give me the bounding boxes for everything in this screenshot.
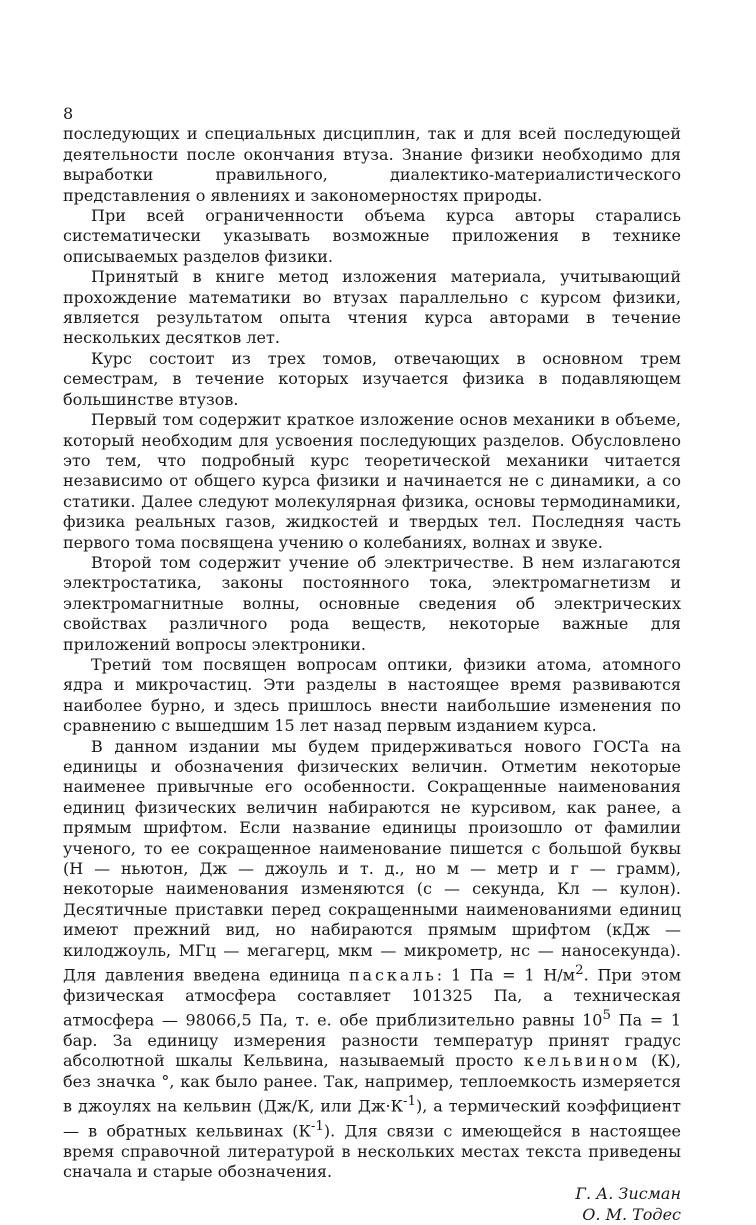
superscript-2: 2 xyxy=(575,963,584,979)
paragraph-6: Второй том содержит учение об электричестве. В нем излагаются электростатика, законы постоянного тока, электромагнетизм и электромагнитные волны, основные сведения об электрических свойствах различного рода веществ, некоторые важные для приложений вопросы электроники. xyxy=(63,552,681,654)
units-text-d: Па = 1 бар. За единицу измерения разности температур принят градус абсолютной шкалы Кельвина, называемый просто xyxy=(63,1010,681,1071)
paragraph-2: При всей ограниченности объема курса авторы старались систематически указывать возможные приложения в технике описываемых разделов физики. xyxy=(63,206,681,266)
superscript-minus-one-b: -1 xyxy=(310,1118,324,1134)
units-text-b: : 1 Па = 1 Н/м xyxy=(436,965,576,985)
superscript-5: 5 xyxy=(602,1008,611,1024)
units-text-c: . При этом физическая атмосфера составляет 101325 Па, а техническая атмосфера — 98066,5 Па, т. е. обе приблизительно равны 10 xyxy=(63,965,682,1030)
signature-author-2: О. М. Тодес xyxy=(582,1204,681,1224)
page-body xyxy=(63,104,681,1225)
signature-author-1: Г. А. Зисман xyxy=(575,1184,681,1204)
superscript-minus-one-a: -1 xyxy=(403,1094,417,1110)
page-number: 8 xyxy=(63,104,74,123)
paragraph-1: последующих и специальных дисциплин, так и для всей последующей деятельности после окончания втуза. Знание физики необходимо для выработки правильного, диалектико-материалистического представления о явлениях и закономерностях природы. xyxy=(63,124,681,205)
units-text-e: (К), без значка °, как было ранее. Так, например, теплоемкость измеряется в джоулях на кельвин (Дж/К, или Дж·К xyxy=(63,1051,681,1116)
signatures xyxy=(63,1184,681,1225)
pascal-word: паскаль xyxy=(349,965,437,985)
paragraph-3: Принятый в книге метод изложения материала, учитывающий прохождение математики во втузах параллельно с курсом физики, является результатом опыта чтения курса авторами в течение нескольких десятков лет. xyxy=(63,267,681,348)
units-text-f: ), а термический коэффициент — в обратных кельвинах (К xyxy=(63,1096,681,1141)
units-text-a: В данном издании мы будем придерживаться нового ГОСТа на единицы и обозначения физических величин. Отметим некоторые наименее привычные его особенности. Сокращенные наименования единиц физических величин набираются не курсивом, как ранее, а прямым шрифтом. Если название единицы произошло от фамилии ученого, то ее сокращенное наименование пишется с большой буквы (Н — ньютон, Дж — джоуль и т. д., но м — метр и г — грамм), некоторые наименования изменяются (с — секунда, Кл — кулон). Десятичные приставки перед сокращенными наименованиями единиц имеют прежний вид, но набираются прямым шрифтом (кДж — килоджоуль, МГц — мегагерц, мкм — микрометр, нс — наносекунда). Для давления введена единица xyxy=(63,736,681,985)
kelvin-word: кельвином xyxy=(523,1051,641,1071)
units-text-g: ). Для связи с имеющейся в настоящее время справочной литературой в нескольких местах текста приведены сначала и старые обозначения. xyxy=(63,1121,682,1182)
paragraph-4: Курс состоит из трех томов, отвечающих в основном трем семестрам, в течение которых изучается физика в подавляющем большинстве втузов. xyxy=(63,348,681,409)
paragraph-7: Третий том посвящен вопросам оптики, физики атома, атомного ядра и микрочастиц. Эти разделы в настоящее время развиваются наиболее бурно, и здесь пришлось внести наибольшие изменения по сравнению с вышедшим 15 лет назад первым изданием курса. xyxy=(63,654,681,736)
paragraph-units xyxy=(63,737,681,1183)
paragraph-5: Первый том содержит краткое изложение основ механики в объеме, который необходим для усвоения последующих разделов. Обусловлено это тем, что подробный курс теоретической механики читается независимо от общего курса физики и начинается не с динамики, а со статики. Далее следуют молекулярная физика, основы термодинамики, физика реальных газов, жидкостей и твердых тел. Последняя часть первого тома посвящена учению о колебаниях, волнах и звуке. xyxy=(63,410,681,552)
